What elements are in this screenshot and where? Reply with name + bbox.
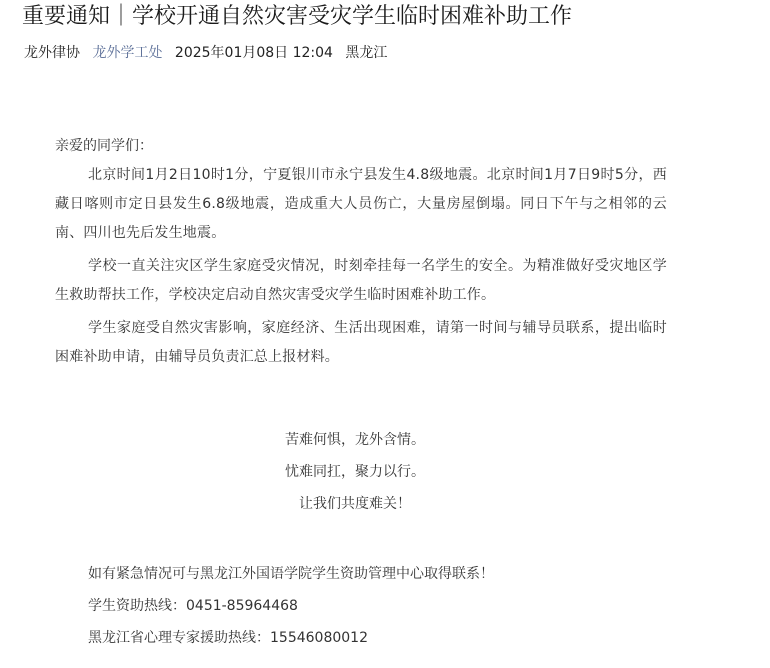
publish-location: 黑龙江 [345, 45, 388, 61]
psych-hotline: 黑龙江省心理专家援助热线：15546080012 [88, 630, 368, 646]
publish-date: 2025年01月08日 12:04 [174, 45, 333, 61]
article-body [55, 132, 667, 372]
article-author: 龙外律协 [24, 45, 80, 61]
slogan-line: 让我们共度难关！ [299, 496, 411, 512]
aid-hotline: 学生资助热线：0451-85964468 [88, 598, 298, 614]
contact-notice: 如有紧急情况可与黑龙江外国语学院学生资助管理中心取得联系！ [88, 566, 494, 582]
slogans [0, 424, 710, 520]
greeting: 亲爱的同学们： [55, 138, 153, 154]
account-name-link[interactable]: 龙外学工处 [92, 45, 163, 61]
article-meta [24, 42, 395, 64]
contact-info [88, 558, 494, 654]
slogan-line: 苦难何惧，龙外含情。 [285, 432, 425, 448]
paragraph-school-concern: 学校一直关注灾区学生家庭受灾情况，时刻牵挂每一名学生的安全。为精准做好受灾地区学生救助帮扶工作，学校决定启动自然灾害受灾学生临时困难补助工作。 [55, 258, 667, 303]
paragraph-application: 学生家庭受自然灾害影响，家庭经济、生活出现困难，请第一时间与辅导员联系，提出临时困难补助申请，由辅导员负责汇总上报材料。 [55, 320, 667, 365]
article-title: 重要通知｜学校开通自然灾害受灾学生临时困难补助工作 [22, 4, 573, 29]
slogan-line: 忧难同扛，聚力以行。 [285, 464, 425, 480]
paragraph-earthquake: 北京时间1月2日10时1分，宁夏银川市永宁县发生4.8级地震。北京时间1月7日9时5分，西藏日喀则市定日县发生6.8级地震，造成重大人员伤亡，大量房屋倒塌。同日下午与之相邻的云南、四川也先后发生地震。 [55, 167, 667, 241]
